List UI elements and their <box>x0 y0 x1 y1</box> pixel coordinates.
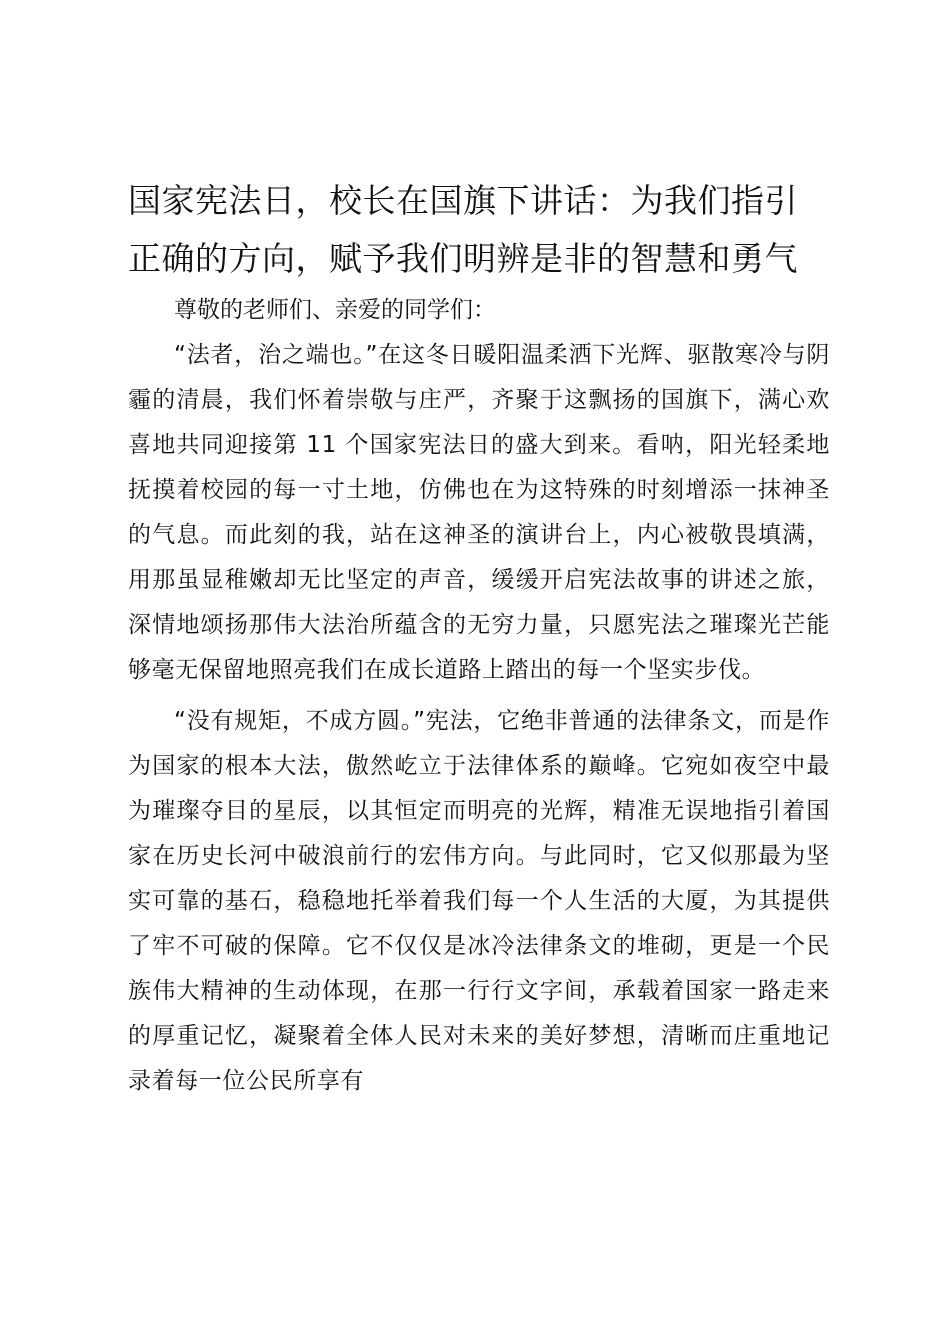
document-title <box>128 172 830 288</box>
title-line-2: 正确的方向，赋予我们明辨是非的智慧和勇气 <box>128 239 798 278</box>
paragraph-2: “没有规矩，不成方圆。”宪法，它绝非普通的法律条文，而是作为国家的根本大法，傲然屹立于法律体系的巅峰。它宛如夜空中最为璀璨夺目的星辰，以其恒定而明亮的光辉，精准无误地指引着国家在历史长河中破浪前行的宏伟方向。与此同时，它又似那最为坚实可靠的基石，稳稳地托举着我们每一个人生活的大厦，为其提供了牢不可破的保障。它不仅仅是冰冷法律条文的堆砌，更是一个民族伟大精神的生动体现，在那一行行文字间，承载着国家一路走来的厚重记忆，凝聚着全体人民对未来的美好梦想，清晰而庄重地记录着每一位公民所享有 <box>128 708 830 1094</box>
title-line-1: 国家宪法日，校长在国旗下讲话：为我们指引 <box>128 181 798 220</box>
salutation: 尊敬的老师们、亲爱的同学们： <box>174 297 496 323</box>
document-page <box>128 172 830 1104</box>
paragraph-1: “法者，治之端也。”在这冬日暖阳温柔洒下光辉、驱散寒冷与阴霾的清晨，我们怀着崇敬与庄严，齐聚于这飘扬的国旗下，满心欢喜地共同迎接第 11 个国家宪法日的盛大到来。看呐，阳光轻柔地抚摸着校园的每一寸土地，仿佛也在为这特殊的时刻增添一抹神圣的气息。而此刻的我，站在这神圣的演讲台上，内心被敬畏填满，用那虽显稚嫩却无比坚定的声音，缓缓开启宪法故事的讲述之旅，深情地颂扬那伟大法治所蕴含的无穷力量，只愿宪法之璀璨光芒能够毫无保留地照亮我们在成长道路上踏出的每一个坚实步伐。 <box>128 342 830 683</box>
